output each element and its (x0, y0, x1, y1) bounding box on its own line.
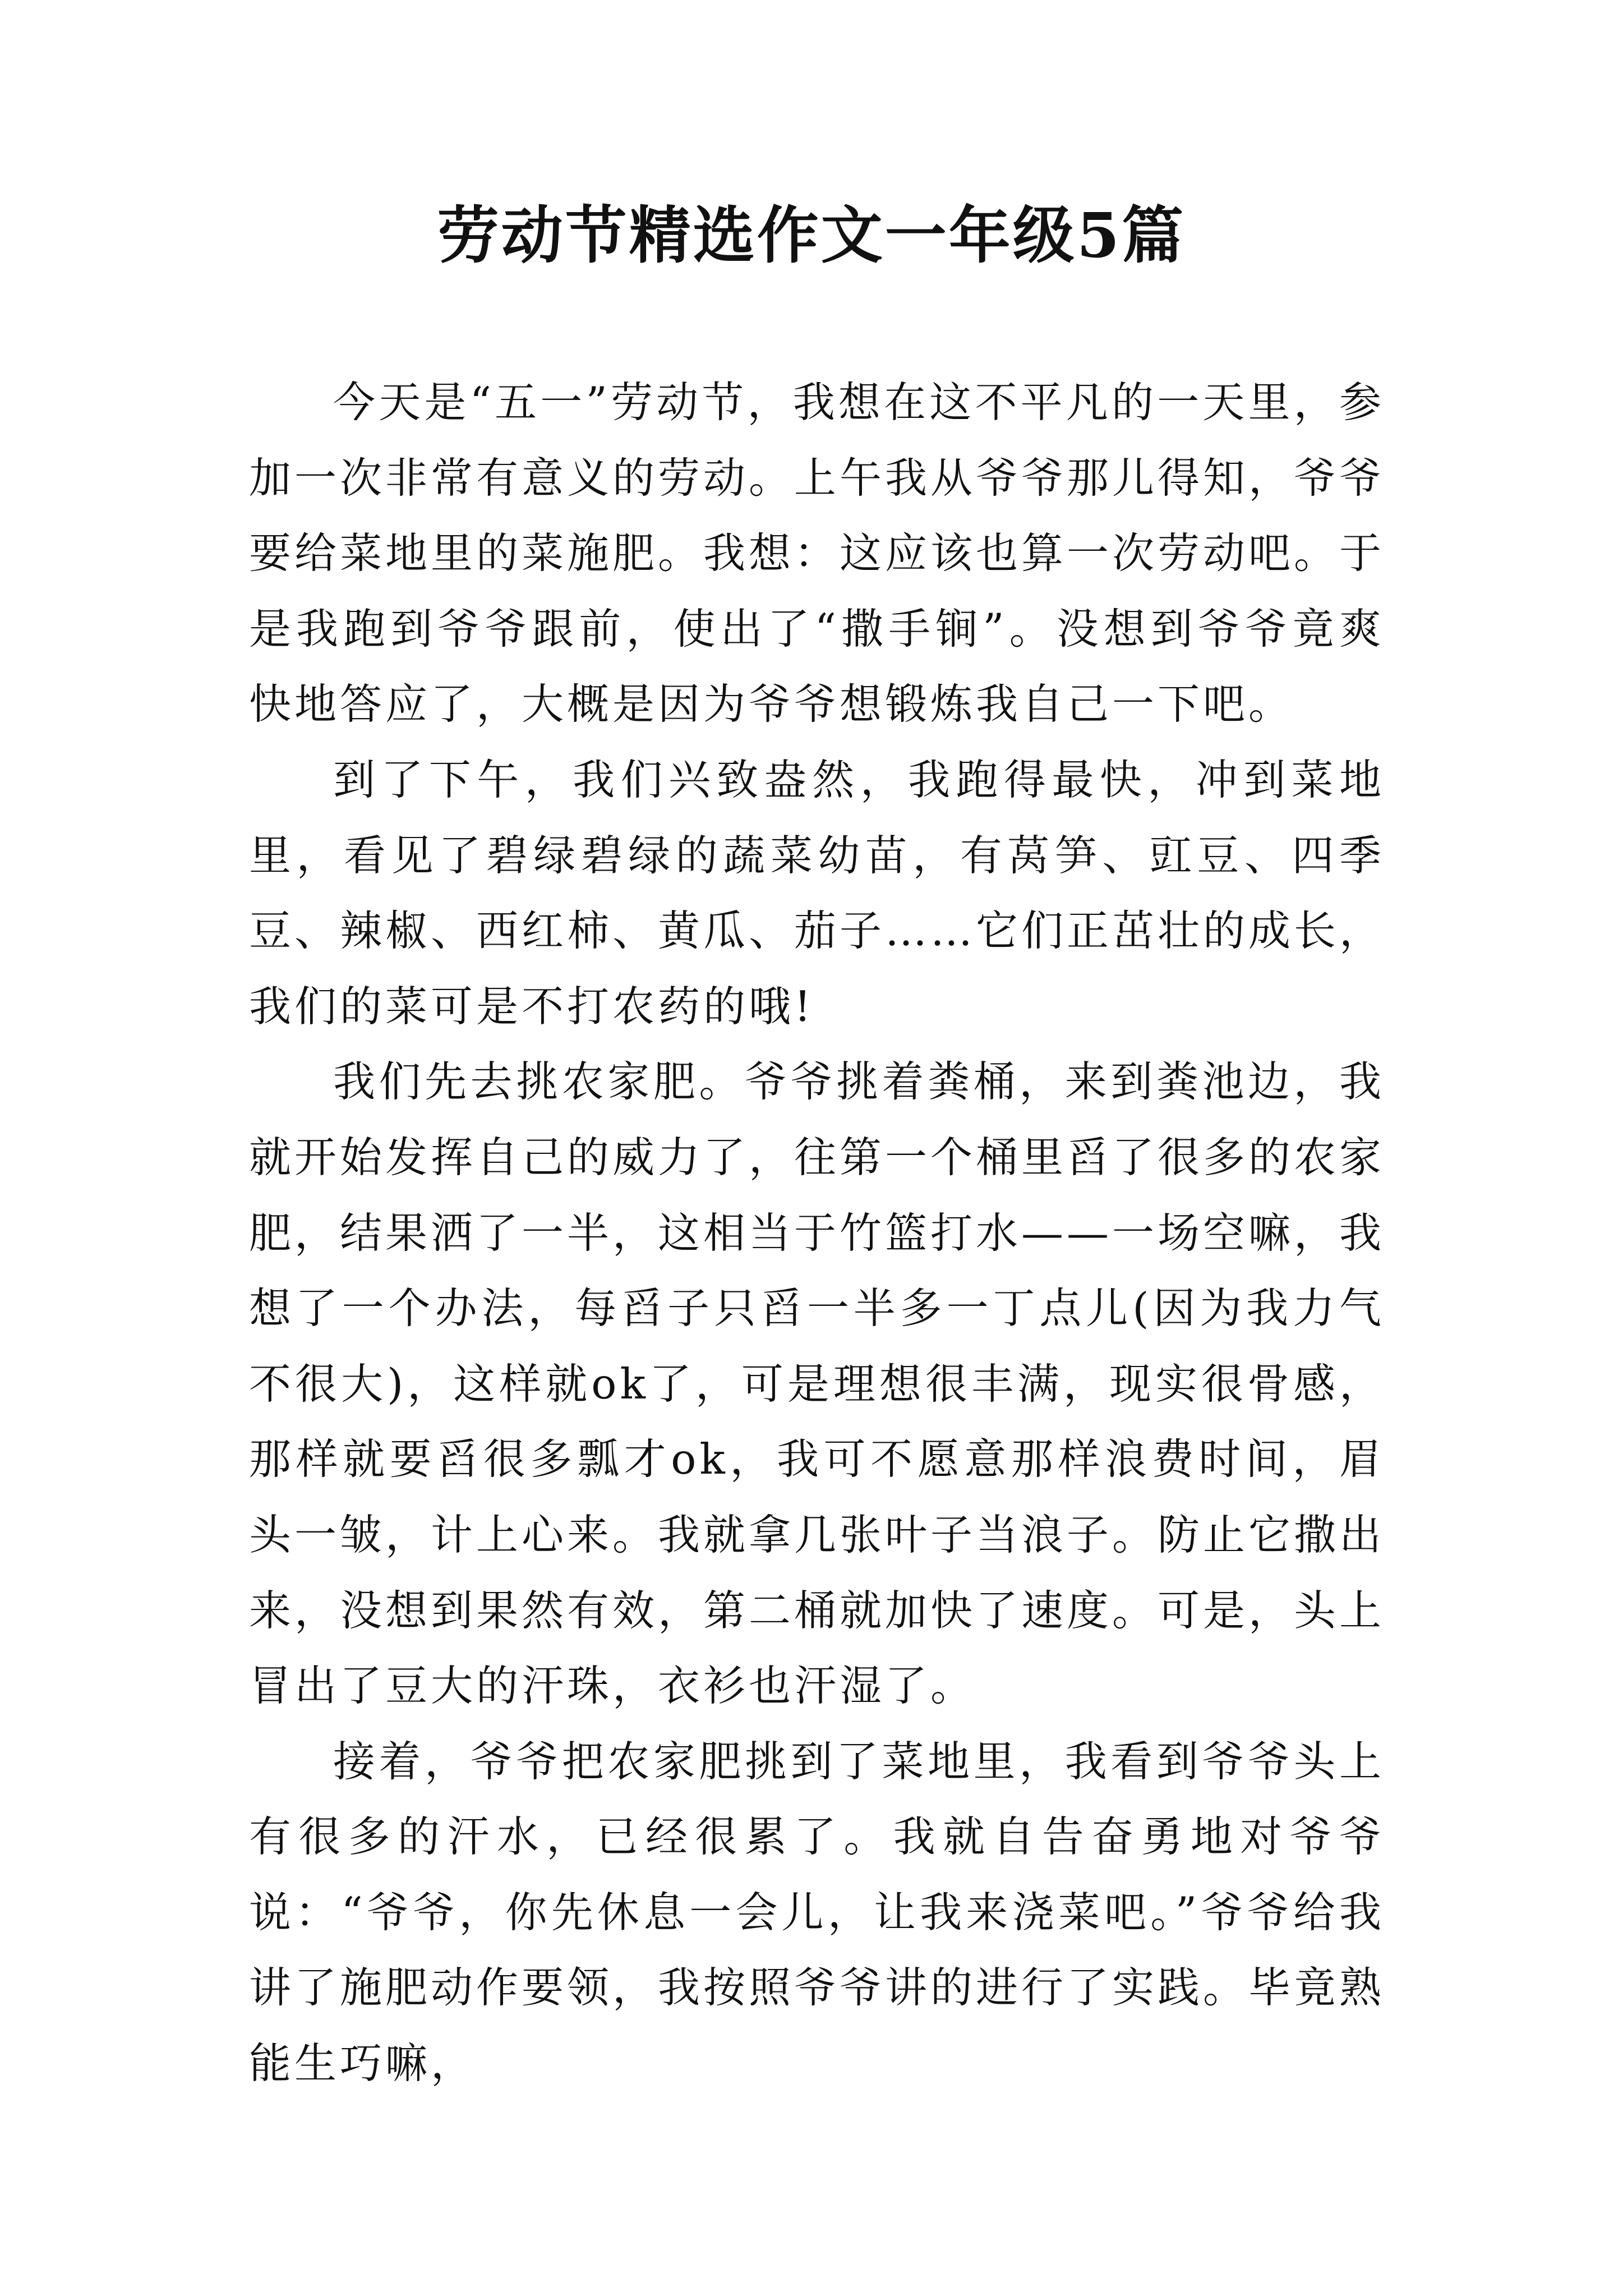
paragraph-4: 接着，爷爷把农家肥挑到了菜地里，我看到爷爷头上有很多的汗水，已经很累了。我就自告奋勇地对爷爷说：“爷爷，你先休息一会儿，让我来浇菜吧。”爷爷给我讲了施肥动作要领，我按照爷爷讲的进行了实践。毕竟熟能生巧嘛， (249, 1736, 1385, 2088)
document-title: 劳动节精选作文一年级5篇 (437, 199, 1186, 272)
paragraph-1: 今天是“五一”劳动节，我想在这不平凡的一天里，参加一次非常有意义的劳动。上午我从爷爷那儿得知，爷爷要给菜地里的菜施肥。我想：这应该也算一次劳动吧。于是我跑到爷爷跟前，使出了“撒手锏”。没想到爷爷竟爽快地答应了，大概是因为爷爷想锻炼我自己一下吧。 (249, 378, 1385, 729)
paragraph-3: 我们先去挑农家肥。爷爷挑着粪桶，来到粪池边，我就开始发挥自己的威力了，往第一个桶里舀了很多的农家肥，结果洒了一半，这相当于竹篮打水——一场空嘛，我想了一个办法，每舀子只舀一半多一丁点儿(因为我力气不很大)，这样就ok了，可是理想很丰满，现实很骨感，那样就要舀很多瓢才ok，我可不愿意那样浪费时间，眉头一皱，计上心来。我就拿几张叶子当浪子。防止它撒出来，没想到果然有效，第二桶就加快了速度。可是，头上冒出了豆大的汗珠，衣衫也汗湿了。 (249, 1057, 1385, 1711)
paragraph-2: 到了下午，我们兴致盎然，我跑得最快，冲到菜地里，看见了碧绿碧绿的蔬菜幼苗，有莴笋、豇豆、四季豆、辣椒、西红柿、黄瓜、茄子……它们正茁壮的成长，我们的菜可是不打农药的哦! (249, 754, 1385, 1031)
document-body (249, 365, 1385, 2101)
